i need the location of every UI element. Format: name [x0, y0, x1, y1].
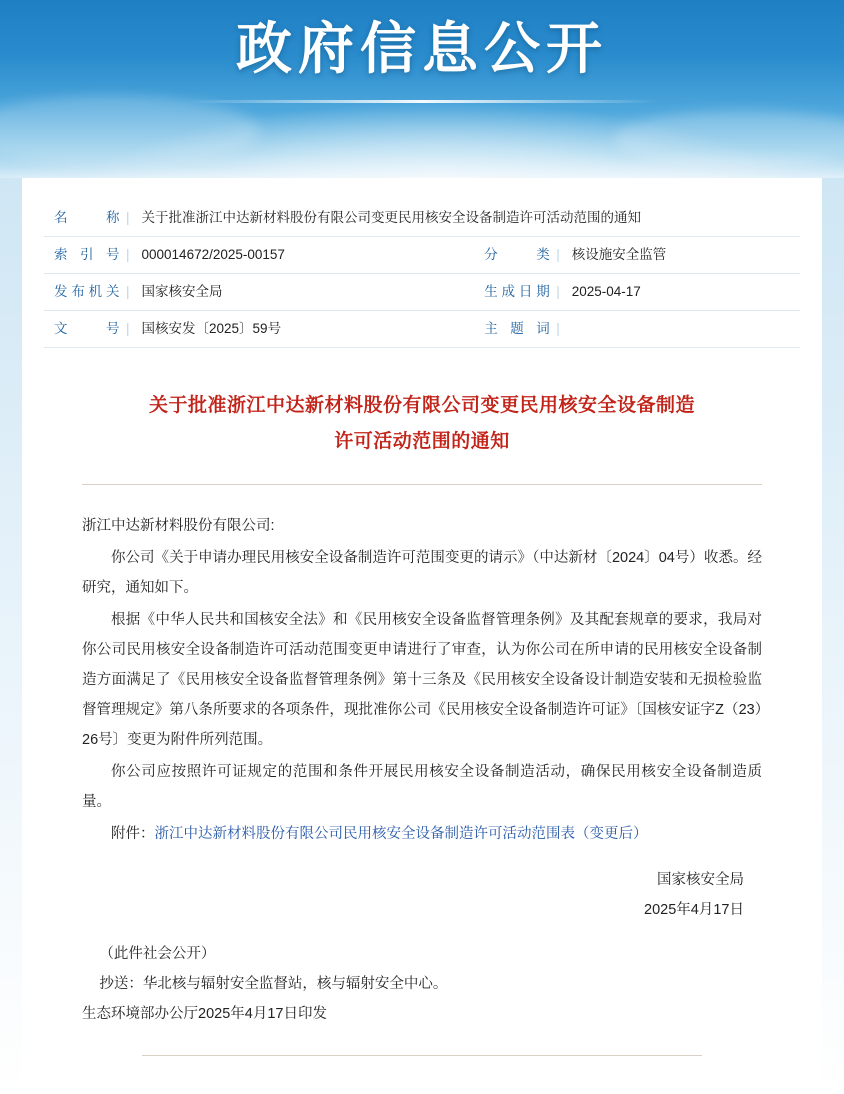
meta-value-created-date: 2025-04-17: [560, 274, 800, 311]
meta-separator: |: [126, 311, 130, 348]
signature-block: [82, 865, 762, 925]
meta-value-category: 核设施安全监管: [560, 237, 800, 274]
meta-label-category: 分类: [474, 237, 556, 274]
meta-separator: |: [556, 274, 560, 311]
meta-label-index: 索引号: [44, 237, 126, 274]
meta-label-name: 名称: [44, 200, 126, 237]
footer-divider: [142, 1055, 702, 1056]
page-title-line-1: 关于批准浙江中达新材料股份有限公司变更民用核安全设备制造: [148, 395, 695, 416]
table-row: [44, 274, 800, 311]
salutation-text: 浙江中达新材料股份有限公司:: [82, 518, 275, 534]
banner-title: 政府信息公开: [236, 17, 608, 82]
meta-separator: |: [126, 274, 130, 311]
decorative-cloud-left: [0, 96, 260, 166]
page-banner: [0, 0, 844, 178]
body-paragraph-1: 你公司《关于申请办理民用核安全设备制造许可范围变更的请示》（中达新材〔2024〕04号）收悉。经研究，通知如下。: [82, 550, 762, 596]
meta-label-created-date: 生成日期: [474, 274, 556, 311]
signer-date: 2025年4月17日: [644, 902, 744, 918]
footer-notes: [82, 939, 762, 1029]
body-paragraph-2: 根据《中华人民共和国核安全法》和《民用核安全设备监督管理条例》及其配套规章的要求，我局对你公司民用核安全设备制造许可活动范围变更申请进行了审查，认为你公司在所申请的民用核安全设备制造方面满足了《民用核安全设备监督管理条例》第十三条及《民用核安全设备设计制造安装和无损检验监督管理规定》第八条所要求的各项条件，现批准你公司《民用核安全设备制造许可证》〔国核安证字Z（23）26号〕变更为附件所列范围。: [82, 612, 762, 748]
document-body: [82, 511, 762, 849]
meta-label-doc-number: 文号: [44, 311, 126, 348]
meta-value-doc-number: 国核安发〔2025〕59号: [130, 311, 475, 348]
meta-value-name: 关于批准浙江中达新材料股份有限公司变更民用核安全设备制造许可活动范围的通知: [130, 200, 800, 237]
meta-value-index: 000014672/2025-00157: [130, 237, 475, 274]
decorative-cloud-right: [614, 110, 844, 168]
meta-value-keywords: [560, 311, 800, 348]
signer-name: 国家核安全局: [657, 872, 744, 888]
meta-label-keywords: 主题词: [474, 311, 556, 348]
document-article: [44, 368, 800, 1084]
content-column: [22, 192, 822, 1094]
page-title: [82, 388, 762, 460]
title-divider: [82, 484, 762, 485]
table-row: [44, 311, 800, 348]
meta-value-issuer: 国家核安全局: [130, 274, 475, 311]
meta-separator: |: [126, 200, 130, 237]
public-disclosure-note: （此件社会公开）: [99, 946, 216, 962]
meta-label-issuer: 发布机关: [44, 274, 126, 311]
meta-separator: |: [126, 237, 130, 274]
document-meta-table: [44, 200, 800, 348]
attachment-line: [82, 819, 762, 849]
meta-separator: |: [556, 311, 560, 348]
attachment-label: 附件：: [111, 826, 155, 842]
right-gradient-strip: [822, 178, 844, 1094]
document-meta-panel: [44, 192, 800, 352]
table-row: [44, 200, 800, 237]
attachment-link[interactable]: 浙江中达新材料股份有限公司民用核安全设备制造许可活动范围表（变更后）: [154, 826, 648, 842]
left-gradient-strip: [0, 178, 22, 1094]
banner-divider: [187, 100, 657, 103]
body-paragraph-3: 你公司应按照许可证规定的范围和条件开展民用核安全设备制造活动，确保民用核安全设备制造质量。: [82, 764, 762, 810]
meta-separator: |: [556, 237, 560, 274]
cc-note: 抄送：华北核与辐射安全监督站，核与辐射安全中心。: [99, 976, 448, 992]
page-title-line-2: 许可活动范围的通知: [334, 431, 510, 452]
table-row: [44, 237, 800, 274]
print-note: 生态环境部办公厅2025年4月17日印发: [82, 1006, 327, 1022]
